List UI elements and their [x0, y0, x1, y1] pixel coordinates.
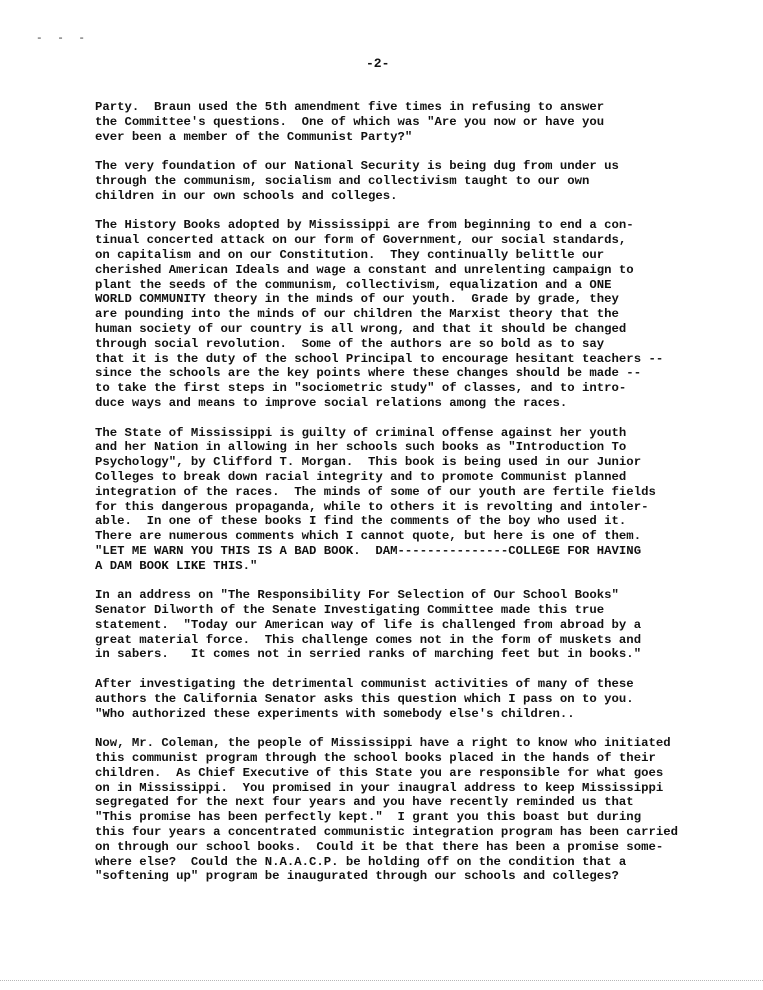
text-line: integration of the races. The minds of some of our youth are fertile fields — [95, 484, 656, 499]
text-line: for this dangerous propaganda, while to others it is revolting and intoler- — [95, 499, 649, 514]
text-line: since the schools are the key points where these changes should be made -- — [95, 366, 642, 381]
text-line: In an address on "The Responsibility For Selection of Our School Books" — [95, 588, 619, 603]
text-line: through the communism, socialism and collectivism taught to our own — [95, 173, 590, 188]
text-line: through social revolution. Some of the authors are so bold as to say — [95, 336, 605, 351]
text-line: The History Books adopted by Mississippi are from beginning to end a con- — [95, 218, 634, 233]
bottom-scan-edge — [0, 980, 763, 981]
text-line: are pounding into the minds of our children the Marxist theory that the — [95, 307, 619, 322]
page-number: -2- — [366, 56, 390, 71]
text-line: where else? Could the N.A.A.C.P. be holding off on the condition that a — [95, 854, 627, 869]
text-line: children. As Chief Executive of this State you are responsible for what goes — [95, 765, 664, 780]
text-line: ever been a member of the Communist Party?" — [95, 129, 413, 144]
text-line: this communist program through the school books placed in the hands of their — [95, 751, 656, 766]
text-line: authors the California Senator asks this question which I pass on to you. — [95, 691, 634, 706]
text-line: The State of Mississippi is guilty of criminal offense against her youth — [95, 425, 627, 440]
text-line: this four years a concentrated communistic integration program has been carried — [95, 825, 678, 840]
text-line: and her Nation in allowing in her schools such books as "Introduction To — [95, 440, 627, 455]
text-line: duce ways and means to improve social relations among the races. — [95, 395, 568, 410]
text-line: Party. Braun used the 5th amendment five times in refusing to answer — [95, 100, 605, 114]
text-line: to take the first steps in "sociometric study" of classes, and to intro- — [95, 381, 627, 396]
text-line: great material force. This challenge comes not in the form of muskets and — [95, 632, 642, 647]
paragraph — [95, 677, 695, 721]
text-line: human society of our country is all wrong, and that it should be changed — [95, 321, 627, 336]
text-line: cherished American Ideals and wage a constant and unrelenting campaign to — [95, 262, 634, 277]
text-line: "softening up" program be inaugurated through our schools and colleges? — [95, 869, 619, 884]
text-line: tinual concerted attack on our form of Government, our social standards, — [95, 233, 627, 248]
text-line: on capitalism and on our Constitution. They continually belittle our — [95, 247, 605, 262]
text-line: Psychology", by Clifford T. Morgan. This book is being used in our Junior — [95, 455, 642, 470]
paragraph — [95, 159, 695, 203]
paragraph — [95, 100, 695, 144]
corner-marks: - - - — [36, 33, 90, 45]
text-line: After investigating the detrimental communist activities of many of these — [95, 677, 634, 692]
text-line: There are numerous comments which I cannot quote, but here is one of them. — [95, 529, 642, 544]
text-line: the Committee's questions. One of which was "Are you now or have you — [95, 114, 605, 129]
text-line: WORLD COMMUNITY theory in the minds of our youth. Grade by grade, they — [95, 292, 619, 307]
text-line: "Who authorized these experiments with somebody else's children.. — [95, 706, 575, 721]
text-line: Colleges to break down racial integrity and to promote Communist planned — [95, 469, 627, 484]
paragraph — [95, 588, 695, 662]
text-line: statement. "Today our American way of life is challenged from abroad by a — [95, 617, 642, 632]
text-line: The very foundation of our National Security is being dug from under us — [95, 159, 619, 174]
text-line: "LET ME WARN YOU THIS IS A BAD BOOK. DAM---------------COLLEGE FOR HAVING — [95, 543, 642, 558]
text-line: that it is the duty of the school Principal to encourage hesitant teachers -- — [95, 351, 664, 366]
letter-body — [95, 100, 695, 899]
text-line: plant the seeds of the communism, collectivism, equalization and a ONE — [95, 277, 612, 292]
paragraph — [95, 426, 695, 574]
text-line: able. In one of these books I find the comments of the boy who used it. — [95, 514, 627, 529]
text-line: segregated for the next four years and you have recently reminded us that — [95, 795, 634, 810]
text-line: on through our school books. Could it be that there has been a promise some- — [95, 839, 664, 854]
text-line: "This promise has been perfectly kept." I grant you this boast but during — [95, 810, 642, 825]
text-line: in sabers. It comes not in serried ranks of marching feet but in books." — [95, 647, 642, 662]
text-line: Now, Mr. Coleman, the people of Mississippi have a right to know who initiated — [95, 736, 671, 751]
paragraph — [95, 218, 695, 410]
text-line: on in Mississippi. You promised in your inaugral address to keep Mississippi — [95, 780, 664, 795]
paragraph — [95, 736, 695, 884]
text-line: A DAM BOOK LIKE THIS." — [95, 558, 258, 573]
text-line: children in our own schools and colleges. — [95, 188, 398, 203]
text-line: Senator Dilworth of the Senate Investigating Committee made this true — [95, 603, 605, 618]
